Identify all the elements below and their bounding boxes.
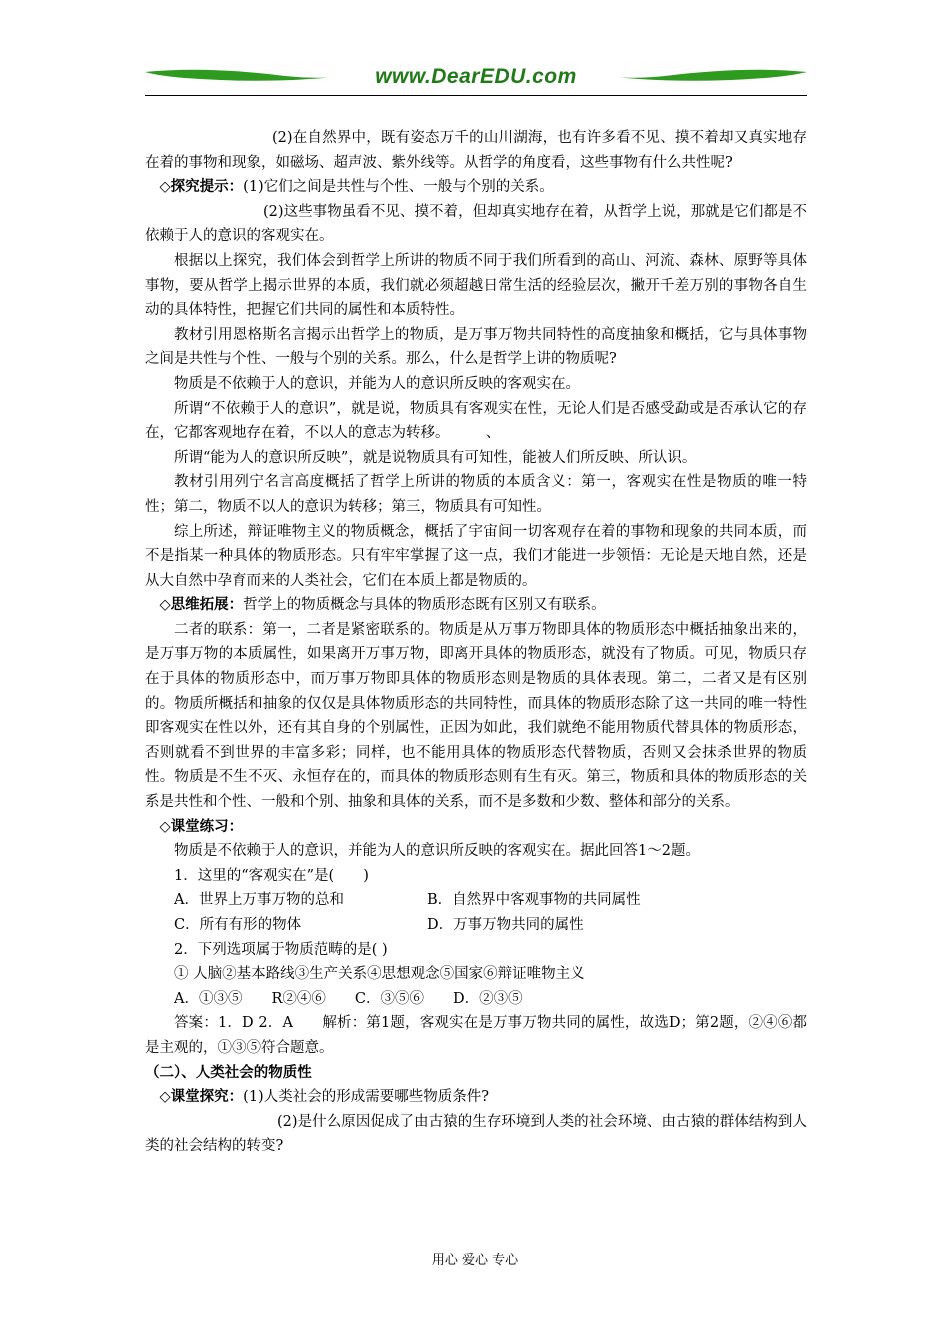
answer-paragraph: 答案：1．D 2．A 解析：第1题，客观实在是万事万物共同的属性，故选D；第2题，②④⑥都是主观的，①③⑤符合题意。 (145, 1015, 807, 1056)
paragraph: 根据以上探究，我们体会到哲学上所讲的物质不同于我们所看到的高山、河流、森林、原野等具体事物，要从哲学上揭示世界的本质，我们就必须超越日常生活的经验层次，撇开千差万别的事物各自生动的具体特性，把握它们共同的属性和本质特性。 (145, 252, 807, 319)
option-c: C．所有有形的物体 (174, 917, 302, 933)
paragraph: 教材引用列宁名言高度概括了哲学上所讲的物质的本质含义：第一，客观实在性是物质的唯一特性；第二，物质不以人的意识为转移；第三，物质具有可知性。 (145, 474, 807, 515)
paragraph: 物质是不依赖于人的意识，并能为人的意识所反映的客观实在。据此回答1～2题。 (174, 843, 700, 860)
paragraph: (2)是什么原因促成了由古猿的生存环境到人类的社会环境、由古猿的群体结构到人类的社会结构的转变? (145, 1113, 807, 1155)
thinking-expand-label: ◇思维拓展： (159, 596, 244, 614)
site-logo-text[interactable]: www.DearEDU.com (375, 65, 577, 88)
paragraph: ◇思维拓展：哲学上的物质概念与具体的物质形态既有区别又有联系。 (159, 596, 606, 614)
paragraph: ◇课堂探究：(1)人类社会的形成需要哪些物质条件? (159, 1088, 489, 1106)
explore-hint-label: ◇探究提示： (159, 178, 244, 196)
options-row (145, 888, 807, 913)
paragraph: 所谓“能为人的意识所反映”，就是说物质具有可知性，能被人们所反映、所认识。 (174, 449, 697, 466)
paragraph: 所谓“不依赖于人的意识”，就是说，物质具有客观实在性，无论人们是否感受勐或是否承认它的存在，它都客观地存在着，不以人的意志为转移。 、 (145, 400, 807, 442)
document-body (145, 126, 807, 1159)
options-row (145, 913, 807, 938)
paragraph: 综上所述，辩证唯物主义的物质概念，概括了宇宙间一切客观存在着的事物和现象的共同本质，而不是指某一种具体的物质形态。只有牢牢掌握了这一点，我们才能进一步领悟：无论是天地自然，还是从大自然中孕育而来的人类社会，它们在本质上都是物质的。 (145, 523, 807, 589)
option-d: D．万事万物共同的属性 (427, 917, 584, 933)
question-2: 2．下列选项属于物质范畴的是( ) (174, 941, 388, 958)
question-1: 1．这里的“客观实在”是( ) (174, 867, 369, 884)
paragraph: (2)在自然界中，既有姿态万千的山川湖海，也有许多看不见、摸不着却又真实地存在着的事物和现象，如磁场、超声波、紫外线等。从哲学的角度看，这些事物有什么共性呢? (145, 130, 807, 171)
paragraph: 物质是不依赖于人的意识，并能为人的意识所反映的客观实在。 (174, 375, 580, 392)
paragraph: ◇探究提示：(1)它们之间是共性与个性、一般与个别的关系。 (159, 178, 554, 196)
class-practice-label: ◇课堂练习： (159, 817, 244, 835)
option-b: B．自然界中客观事物的共同属性 (427, 892, 641, 909)
section-title: （二）、人类社会的物质性 (145, 1063, 312, 1081)
paragraph: 二者的联系：第一，二者是紧密联系的。物质是从万事万物即具体的物质形态中概括抽象出来的，是万事万物的本质属性，如果离开万事万物，即离开具体的物质形态，就没有了物质。可见，物质只存在于具体的物质形态中，而万事万物即具体的物质形态则是物质的具体表现。第二，二者又是有区别的。物质所概括和抽象的仅仅是具体物质形态的共同特性，而具体的物质形态除了这一共同的唯一特性即客观实在性以外，还有其自身的个别属性，正因为如此，我们就绝不能用物质代替具体的物质形态，否则就看不到世界的丰富多彩；同样，也不能用具体的物质形态代替物质，否则又会抹杀世界的物质性。物质是不生不灭、永恒存在的，而具体的物质形态则有生有灭。第三，物质和具体的物质形态的关系是共性和个性、一般和个别、抽象和具体的关系，而不是多数和少数、整体和部分的关系。 (145, 621, 807, 811)
question-2-items: ① 人脑②基本路线③生产关系④思想观念⑤国家⑥辩证唯物主义 (174, 966, 585, 983)
header-divider (145, 95, 807, 96)
site-header-banner (145, 62, 807, 92)
class-explore-label: ◇课堂探究： (159, 1088, 244, 1106)
option-a: A．世界上万事万物的总和 (174, 892, 344, 909)
question-2-options: A．①③⑤ R②④⑥ C．③⑤⑥ D．②③⑤ (174, 990, 523, 1007)
paragraph: 教材引用恩格斯名言揭示出哲学上的物质，是万事万物共同特性的高度抽象和概括，它与具体事物之间是共性与个性、一般与个别的关系。那么，什么是哲学上讲的物质呢? (145, 326, 807, 368)
paragraph: (2)这些事物虽看不见、摸不着，但却真实地存在着，从哲学上说，那就是它们都是不依赖于人的意识的客观实在。 (145, 203, 807, 245)
page-footer: 用心 爱心 专心 (431, 1253, 519, 1268)
